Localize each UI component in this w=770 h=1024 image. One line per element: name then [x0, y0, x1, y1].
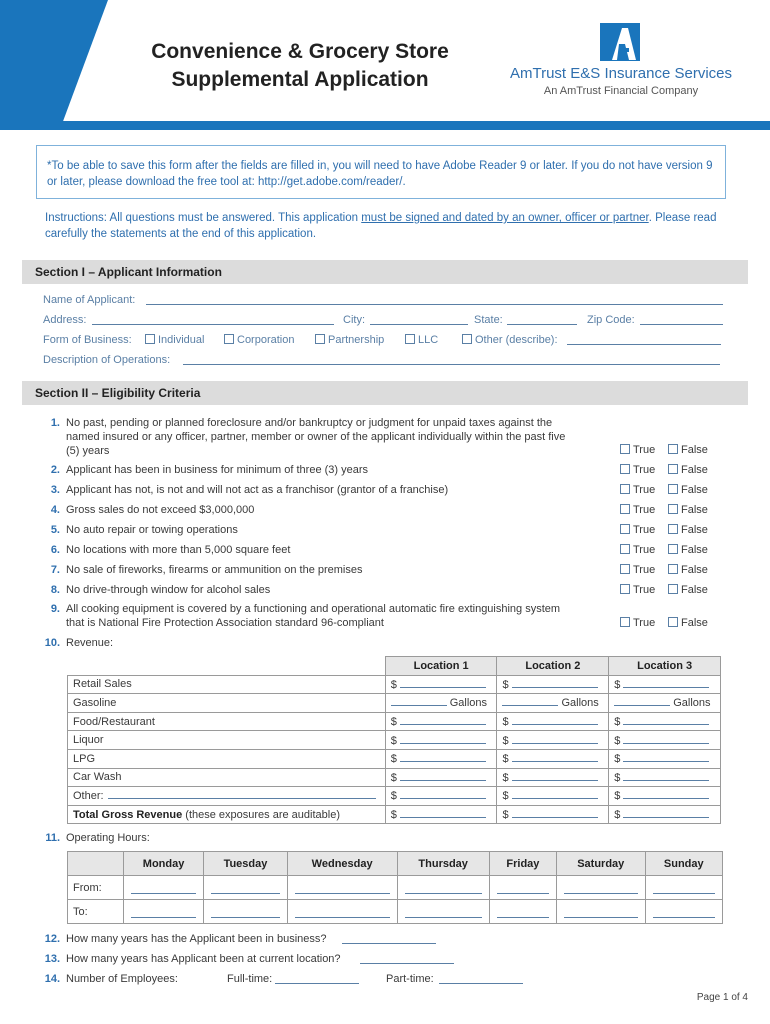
q3-true-checkbox[interactable] [620, 484, 630, 494]
currency-symbol: $ [390, 734, 397, 747]
question-number: 11. [45, 832, 60, 844]
form-business-label: Form of Business: [43, 334, 132, 346]
brand-subtitle: An AmTrust Financial Company [543, 85, 699, 97]
hours-header-row [68, 852, 723, 876]
true-label: True [633, 544, 656, 556]
q9-true-checkbox[interactable] [620, 617, 630, 627]
retail-loc3-input[interactable] [609, 675, 721, 694]
question-9 [43, 602, 566, 630]
thursday-from-input[interactable] [397, 876, 489, 900]
saturday-to-input[interactable] [556, 900, 645, 924]
q8-true-checkbox[interactable] [620, 584, 630, 594]
row-label: Other: [73, 790, 104, 803]
lpg-loc2-input[interactable] [497, 749, 609, 768]
q5-false-checkbox[interactable] [668, 524, 678, 534]
checkbox[interactable] [315, 334, 325, 344]
q5-true-false [620, 524, 716, 536]
question-text: Applicant has not, is not and will not act as a franchisor (grantor of a franchise) [66, 484, 449, 496]
question-4 [43, 503, 254, 517]
hours-to-row [68, 900, 723, 924]
false-label: False [681, 484, 708, 496]
operations-row [43, 354, 170, 366]
monday-from-input[interactable] [124, 876, 204, 900]
applicant-name-field[interactable] [146, 304, 723, 305]
question-text: Number of Employees: [66, 973, 178, 985]
question-number: 2. [50, 464, 60, 476]
header-corner-shape [0, 0, 110, 124]
true-label: True [633, 524, 656, 536]
table-row [68, 675, 721, 694]
gasoline-loc1-input[interactable] [385, 694, 497, 713]
full-time-label: Full-time: [227, 973, 273, 985]
revenue-header-row [68, 657, 721, 676]
gasoline-loc2-input[interactable] [497, 694, 609, 713]
question-text: Revenue: [66, 637, 114, 649]
question-number: 5. [50, 524, 60, 536]
zip-field[interactable] [640, 324, 723, 325]
currency-symbol: $ [614, 809, 621, 822]
q7-true-false [620, 564, 716, 576]
true-label: True [633, 584, 656, 596]
table-row [68, 768, 721, 787]
question-7 [43, 563, 363, 577]
instructions [45, 210, 735, 242]
other-loc1-input[interactable] [385, 787, 497, 806]
amtrust-logo-icon [598, 22, 644, 62]
question-number: 10. [44, 637, 60, 649]
address-label: Address: [43, 314, 87, 326]
day-header: Thursday [397, 852, 489, 876]
thursday-to-input[interactable] [397, 900, 489, 924]
row-label: LPG [68, 749, 386, 768]
title-line-1: Convenience & Grocery Store [151, 40, 449, 63]
gallons-unit: Gallons [449, 697, 488, 710]
tuesday-from-input[interactable] [204, 876, 288, 900]
total-row-label [68, 805, 386, 824]
question-3 [43, 483, 448, 497]
question-number: 6. [50, 544, 60, 556]
blank-header-cell [68, 657, 386, 676]
q6-true-checkbox[interactable] [620, 544, 630, 554]
question-text: Applicant has been in business for minimum of three (3) years [66, 464, 369, 476]
day-header: Saturday [556, 852, 645, 876]
form-option-label: Partnership [328, 334, 385, 346]
true-label: True [633, 484, 656, 496]
question-number: 1. [50, 417, 60, 429]
question-number: 3. [50, 484, 60, 496]
header-band [0, 121, 770, 130]
false-label: False [681, 504, 708, 516]
section-2-header: Section II – Eligibility Criteria [22, 381, 748, 405]
question-8 [43, 583, 270, 597]
checkbox[interactable] [145, 334, 155, 344]
years-at-location-field[interactable] [360, 963, 454, 964]
currency-symbol: $ [502, 716, 509, 729]
years-in-business-field[interactable] [342, 943, 436, 944]
table-row [68, 694, 721, 713]
page-number: Page 1 of 4 [696, 992, 748, 1003]
form-option-other[interactable] [462, 334, 558, 346]
blank-header-cell [68, 852, 124, 876]
gallons-unit: Gallons [561, 697, 599, 710]
question-number: 9. [50, 603, 60, 615]
liquor-loc3-input[interactable] [609, 731, 721, 750]
friday-to-input[interactable] [489, 900, 556, 924]
currency-symbol: $ [614, 716, 621, 729]
currency-symbol: $ [614, 790, 621, 803]
lpg-loc3-input[interactable] [609, 749, 721, 768]
total-note: (these exposures are auditable) [182, 808, 340, 821]
question-text: No drive-through window for alcohol sales [66, 584, 271, 596]
currency-symbol: $ [614, 678, 621, 691]
location-1-header: Location 1 [385, 657, 497, 676]
operations-field[interactable] [183, 364, 720, 365]
question-14 [43, 972, 178, 986]
currency-symbol: $ [390, 678, 397, 691]
address-field[interactable] [92, 324, 334, 325]
question-text: How many years has Applicant been at current location? [66, 953, 341, 965]
q2-false-checkbox[interactable] [668, 464, 678, 474]
question-text: Operating Hours: [66, 832, 150, 844]
question-number: 4. [50, 504, 60, 516]
question-6 [43, 543, 290, 557]
other-loc3-input[interactable] [609, 787, 721, 806]
retail-loc2-input[interactable] [497, 675, 609, 694]
q1-true-checkbox[interactable] [620, 444, 630, 454]
form-option-label: Other (describe): [475, 334, 558, 346]
total-loc1-input[interactable] [385, 805, 497, 824]
q1-false-checkbox[interactable] [668, 444, 678, 454]
other-describe-field[interactable] [567, 344, 721, 345]
state-field[interactable] [507, 324, 577, 325]
true-label: True [633, 617, 656, 629]
state-label: State: [474, 314, 503, 326]
q3-true-false [620, 484, 716, 496]
currency-symbol: $ [614, 734, 621, 747]
gasoline-loc3-input[interactable] [609, 694, 721, 713]
saturday-from-input[interactable] [556, 876, 645, 900]
zip-label: Zip Code: [587, 314, 635, 326]
adobe-notice-box: *To be able to save this form after the fields are filled in, you will need to have Adobe Reader 9 or later. If you do not have version 9 or later, please download the free tool at: http://get.adobe.com/reader/. [36, 145, 726, 199]
city-field[interactable] [370, 324, 468, 325]
question-10 [43, 636, 113, 650]
checkbox[interactable] [462, 334, 472, 344]
form-option-corporation[interactable] [224, 334, 294, 346]
checkbox[interactable] [405, 334, 415, 344]
checkbox[interactable] [224, 334, 234, 344]
location-3-header: Location 3 [609, 657, 721, 676]
false-label: False [681, 444, 708, 456]
question-number: 12. [44, 933, 60, 945]
day-header: Friday [489, 852, 556, 876]
name-row [43, 294, 135, 306]
part-time-field[interactable] [439, 983, 523, 984]
day-header: Tuesday [204, 852, 288, 876]
day-header: Wednesday [287, 852, 397, 876]
part-time-label: Part-time: [386, 973, 434, 985]
lpg-loc1-input[interactable] [385, 749, 497, 768]
carwash-loc2-input[interactable] [497, 768, 609, 787]
question-13 [43, 952, 341, 966]
q1-true-false [620, 444, 716, 456]
operating-hours-table [67, 851, 723, 924]
food-loc3-input[interactable] [609, 712, 721, 731]
false-label: False [681, 524, 708, 536]
instructions-label: Instructions: [45, 212, 107, 224]
q5-true-checkbox[interactable] [620, 524, 630, 534]
food-loc2-input[interactable] [497, 712, 609, 731]
question-number: 8. [50, 584, 60, 596]
row-label: Gasoline [68, 694, 386, 713]
q8-false-checkbox[interactable] [668, 584, 678, 594]
from-label: From: [68, 876, 124, 900]
true-label: True [633, 504, 656, 516]
q7-true-checkbox[interactable] [620, 564, 630, 574]
table-row [68, 805, 721, 824]
operations-label: Description of Operations: [43, 354, 171, 366]
other-row-cell [68, 787, 386, 806]
currency-symbol: $ [390, 809, 397, 822]
carwash-loc1-input[interactable] [385, 768, 497, 787]
q2-true-checkbox[interactable] [620, 464, 630, 474]
true-label: True [633, 464, 656, 476]
currency-symbol: $ [390, 771, 397, 784]
address-row [43, 314, 86, 326]
q4-true-false [620, 504, 716, 516]
q7-false-checkbox[interactable] [668, 564, 678, 574]
hours-from-row [68, 876, 723, 900]
q2-true-false [620, 464, 716, 476]
question-text: How many years has the Applicant been in business? [66, 933, 327, 945]
question-text: No past, pending or planned foreclosure and/or bankruptcy or judgment for unpaid taxes against the named insured or any officer, partner, member or owner of the applicant individually within the past five (5) years [66, 417, 566, 457]
currency-symbol: $ [502, 678, 509, 691]
true-label: True [633, 444, 656, 456]
currency-symbol: $ [614, 753, 621, 766]
wednesday-from-input[interactable] [287, 876, 397, 900]
table-row [68, 749, 721, 768]
form-business-row [43, 334, 132, 346]
retail-loc1-input[interactable] [385, 675, 497, 694]
q3-false-checkbox[interactable] [668, 484, 678, 494]
form-option-label: LLC [418, 334, 439, 346]
row-label: Liquor [68, 731, 386, 750]
day-header: Monday [124, 852, 204, 876]
food-loc1-input[interactable] [385, 712, 497, 731]
false-label: False [681, 564, 708, 576]
form-option-llc[interactable] [405, 334, 438, 346]
q6-true-false [620, 544, 716, 556]
question-text: All cooking equipment is covered by a functioning and operational automatic fire extinguishing system that is National Fire Protection Association standard 96-compliant [66, 603, 561, 629]
instructions-text-2: . Please read carefully the statements at the end of this application. [45, 212, 717, 240]
question-11 [43, 831, 150, 845]
revenue-table [67, 656, 721, 824]
name-label: Name of Applicant: [43, 294, 136, 306]
city-label: City: [343, 314, 365, 326]
total-loc2-input[interactable] [497, 805, 609, 824]
false-label: False [681, 544, 708, 556]
sunday-from-input[interactable] [645, 876, 722, 900]
q8-true-false [620, 584, 716, 596]
table-row [68, 731, 721, 750]
question-text: No locations with more than 5,000 square feet [66, 544, 291, 556]
brand-name: AmTrust E&S Insurance Services [509, 65, 733, 82]
row-label: Retail Sales [68, 675, 386, 694]
monday-to-input[interactable] [124, 900, 204, 924]
currency-symbol: $ [502, 771, 509, 784]
form-option-label: Corporation [237, 334, 295, 346]
question-text: No auto repair or towing operations [66, 524, 238, 536]
question-number: 13. [44, 953, 60, 965]
page-title [120, 38, 480, 94]
form-option-individual[interactable] [145, 334, 204, 346]
friday-from-input[interactable] [489, 876, 556, 900]
currency-symbol: $ [390, 790, 397, 803]
q4-true-checkbox[interactable] [620, 504, 630, 514]
section-1-header: Section I – Applicant Information [22, 260, 748, 284]
sunday-to-input[interactable] [645, 900, 722, 924]
true-label: True [633, 564, 656, 576]
carwash-loc3-input[interactable] [609, 768, 721, 787]
question-1 [43, 416, 566, 458]
form-option-partnership[interactable] [315, 334, 384, 346]
form-option-label: Individual [158, 334, 205, 346]
gallons-unit: Gallons [673, 697, 711, 710]
false-label: False [681, 464, 708, 476]
total-loc3-input[interactable] [609, 805, 721, 824]
question-number: 7. [50, 564, 60, 576]
instructions-text-1: All questions must be answered. This application [107, 212, 362, 224]
question-2 [43, 463, 368, 477]
currency-symbol: $ [390, 753, 397, 766]
location-2-header: Location 2 [497, 657, 609, 676]
liquor-loc1-input[interactable] [385, 731, 497, 750]
wednesday-to-input[interactable] [287, 900, 397, 924]
table-row [68, 712, 721, 731]
to-label: To: [68, 900, 124, 924]
q4-false-checkbox[interactable] [668, 504, 678, 514]
currency-symbol: $ [614, 771, 621, 784]
liquor-loc2-input[interactable] [497, 731, 609, 750]
currency-symbol: $ [502, 753, 509, 766]
row-label: Food/Restaurant [68, 712, 386, 731]
currency-symbol: $ [390, 716, 397, 729]
false-label: False [681, 617, 708, 629]
instructions-underlined: must be signed and dated by an owner, officer or partner [361, 212, 649, 224]
q9-true-false [620, 617, 716, 629]
tuesday-to-input[interactable] [204, 900, 288, 924]
day-header: Sunday [645, 852, 722, 876]
total-label: Total Gross Revenue [73, 808, 183, 821]
currency-symbol: $ [502, 790, 509, 803]
q9-false-checkbox[interactable] [668, 617, 678, 627]
title-line-2: Supplemental Application [171, 68, 429, 91]
question-5 [43, 523, 238, 537]
question-text: No sale of fireworks, firearms or ammunition on the premises [66, 564, 363, 576]
row-label: Car Wash [68, 768, 386, 787]
other-loc2-input[interactable] [497, 787, 609, 806]
question-text: Gross sales do not exceed $3,000,000 [66, 504, 255, 516]
q6-false-checkbox[interactable] [668, 544, 678, 554]
false-label: False [681, 584, 708, 596]
currency-symbol: $ [502, 734, 509, 747]
other-revenue-field[interactable] [108, 789, 376, 799]
question-number: 14. [44, 973, 60, 985]
question-12 [43, 932, 327, 946]
full-time-field[interactable] [275, 983, 359, 984]
currency-symbol: $ [502, 809, 509, 822]
table-row [68, 787, 721, 806]
